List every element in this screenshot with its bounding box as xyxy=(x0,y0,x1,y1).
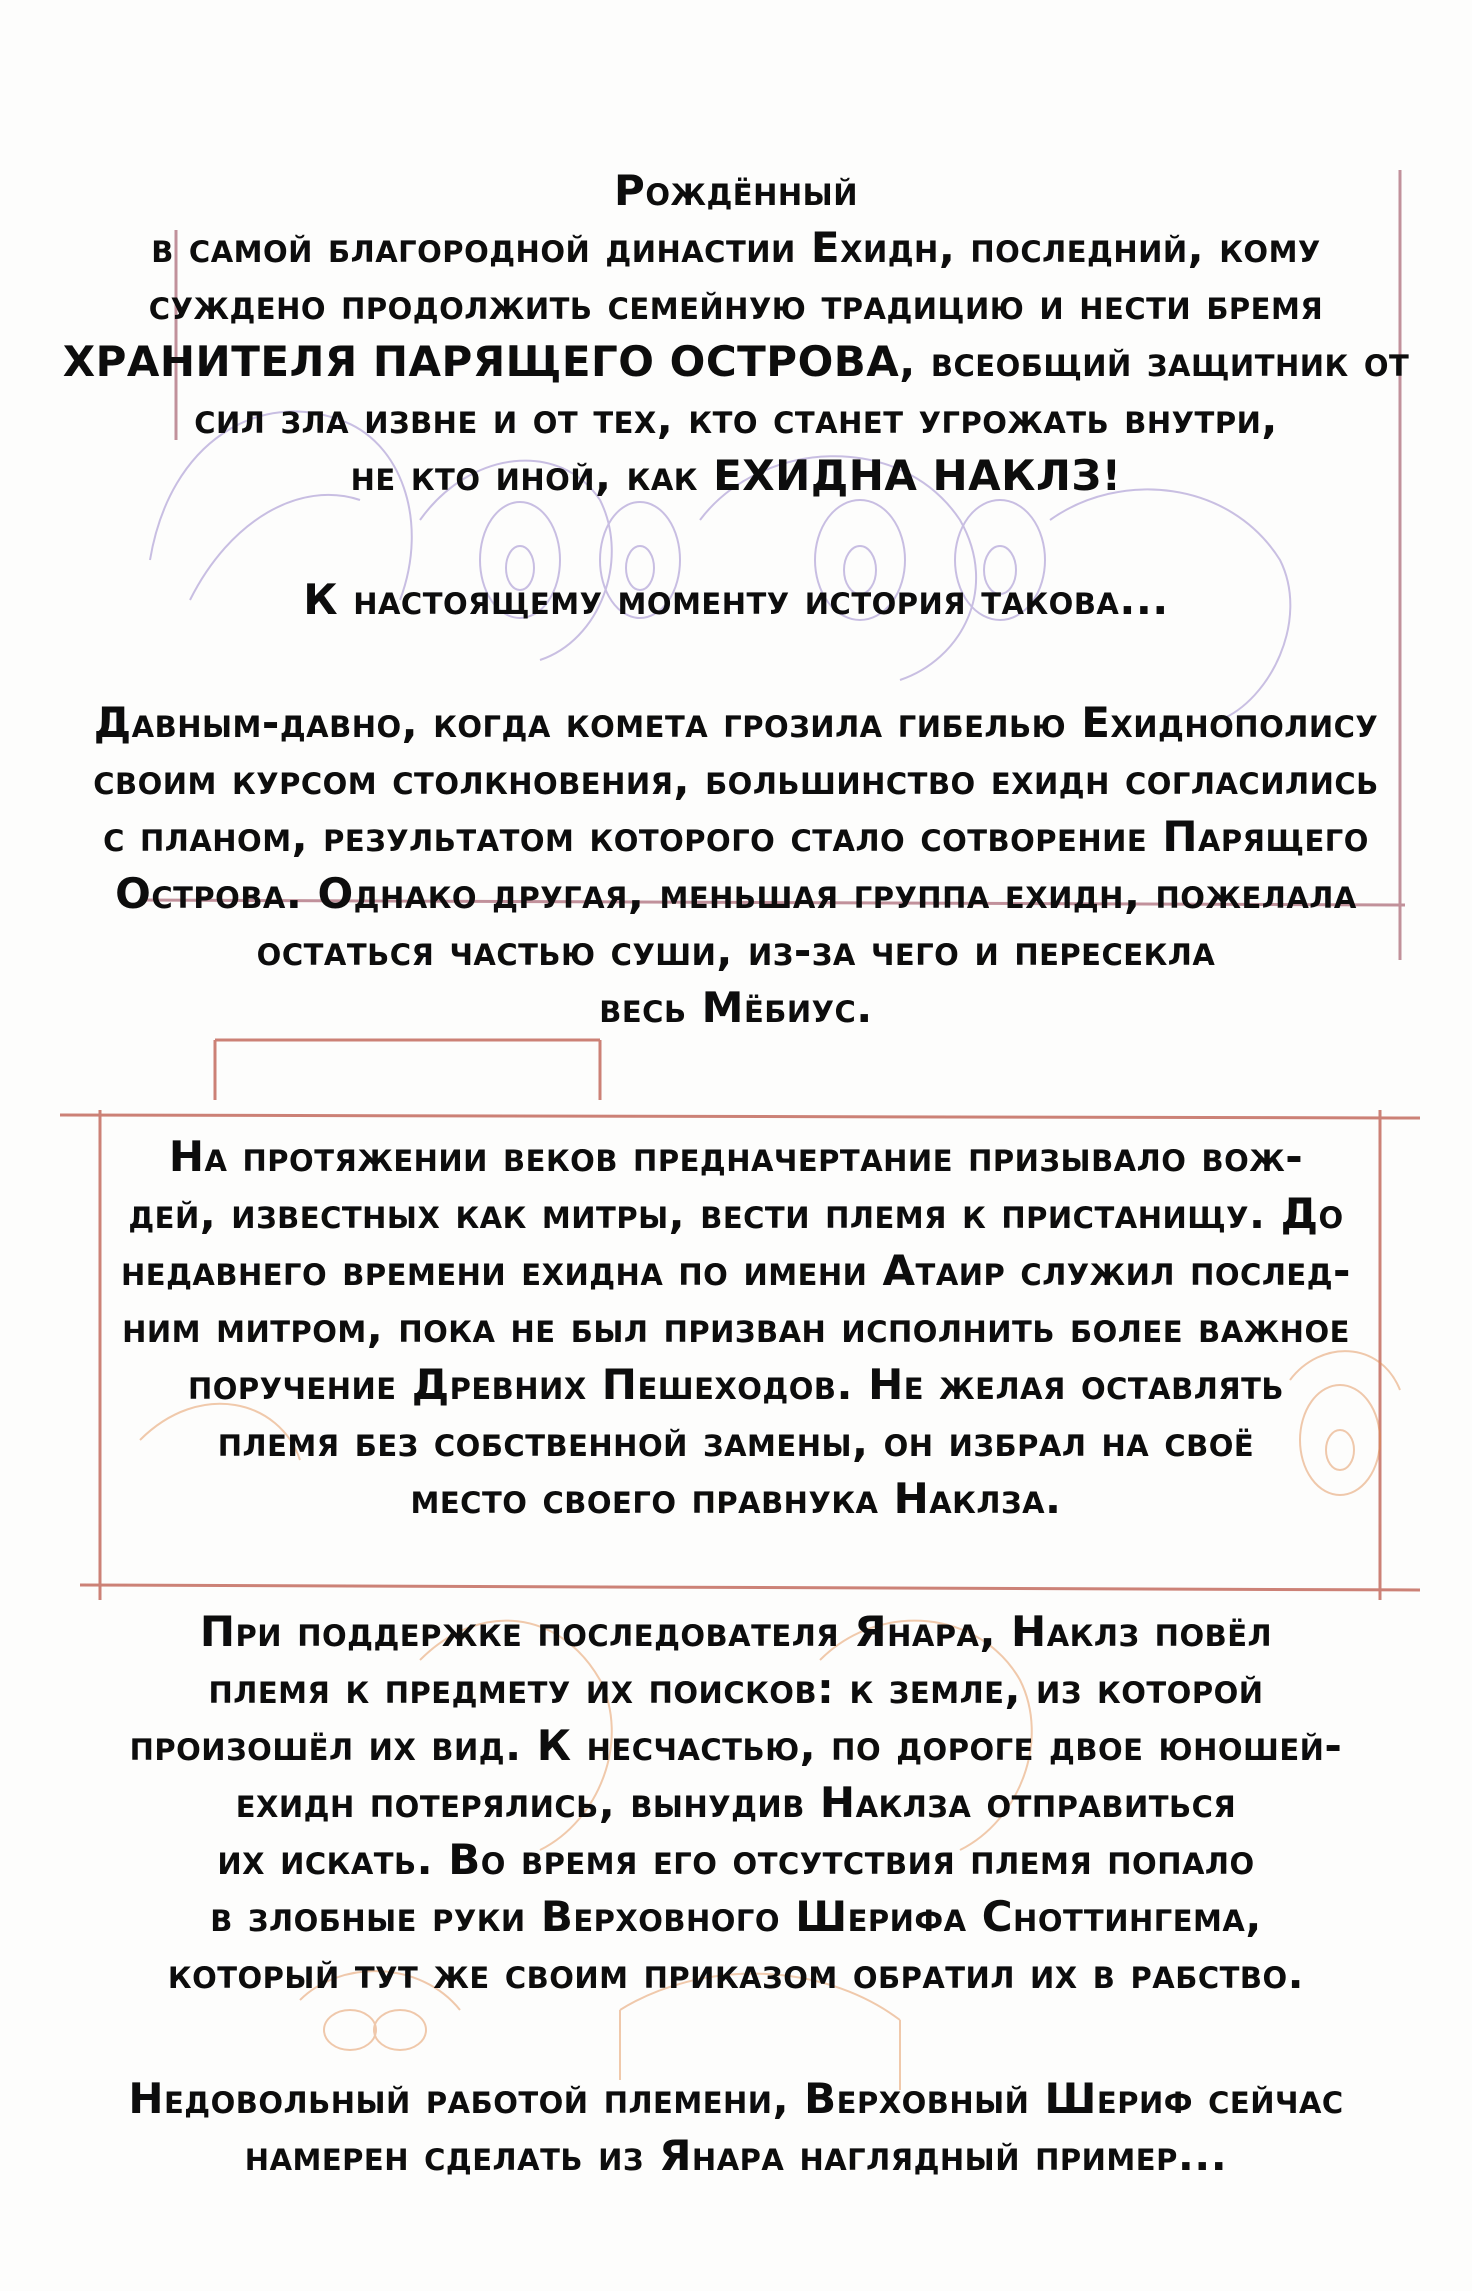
text-line: произошёл их вид. К несчастью, по дороге двое юношей- xyxy=(129,1721,1343,1770)
paragraph-comet xyxy=(60,694,1412,1036)
text-line: Давным-давно, когда комета грозила гибелью Ехиднополису xyxy=(93,698,1379,747)
text-line: не кто иной, как ЕХИДНА НАКЛЗ! xyxy=(350,451,1122,500)
paragraph-mitres xyxy=(60,1128,1412,1527)
text-line: намерен сделать из Янара наглядный пример... xyxy=(244,2131,1228,2180)
text-line: Острова. Однако другая, меньшая группа ехидн, пожелала xyxy=(115,869,1357,918)
text-line: сил зла извне и от тех, кто станет угрожать внутри, xyxy=(194,394,1278,443)
text-line: их искать. Во время его отсутствия племя попало xyxy=(217,1835,1255,1884)
text-line: К настоящему моменту история такова... xyxy=(303,575,1169,624)
text-line: поручение Древних Пешеходов. Не желая оставлять xyxy=(187,1360,1285,1409)
text-line: весь Мёбиус. xyxy=(599,983,873,1032)
text-line: ним митром, пока не был призван исполнить более важное xyxy=(122,1303,1350,1352)
text-line: с планом, результатом которого стало сотворение Парящего xyxy=(103,812,1369,861)
text-line: При поддержке последователя Янара, Наклз повёл xyxy=(199,1607,1273,1656)
text-line: Рождённый xyxy=(614,166,858,215)
text-line: На протяжении веков предначертание призывало вож- xyxy=(168,1132,1304,1181)
text-line: который тут же своим приказом обратил их в рабство. xyxy=(167,1949,1305,1998)
text-line: недавнего времени ехидна по имени Атаир служил послед- xyxy=(121,1246,1351,1295)
text-line: Недовольный работой племени, Верховный Шериф сейчас xyxy=(128,2074,1344,2123)
text-line: дей, известных как митры, вести племя к пристанищу. До xyxy=(128,1189,1344,1238)
paragraph-intro xyxy=(60,162,1412,504)
text-line: племя без собственной замены, он избрал на своё xyxy=(217,1417,1255,1466)
text-line: в самой благородной династии Ехидн, последний, кому xyxy=(151,223,1321,272)
text-line: ХРАНИТЕЛЯ ПАРЯЩЕГО ОСТРОВА, всеобщий защитник от xyxy=(62,337,1410,386)
text-line: в злобные руки Верховного Шерифа Снottингема, xyxy=(210,1892,1262,1941)
paragraph-journey xyxy=(60,1603,1412,2002)
text-line: племя к предмету их поисков: к земле, из которой xyxy=(208,1664,1264,1713)
text-line: остаться частью суши, из-за чего и пересекла xyxy=(256,926,1216,975)
paragraph-example xyxy=(60,2070,1412,2184)
text-line: место своего правнука Наклза. xyxy=(410,1474,1062,1523)
text-line: ехидн потерялись, вынудив Наклза отправиться xyxy=(235,1778,1237,1827)
text-line: своим курсом столкновения, большинство ехидн согласились xyxy=(93,755,1379,804)
paragraph-story-so-far xyxy=(60,571,1412,628)
text-line: суждено продолжить семейную традицию и нести бремя xyxy=(148,280,1324,329)
